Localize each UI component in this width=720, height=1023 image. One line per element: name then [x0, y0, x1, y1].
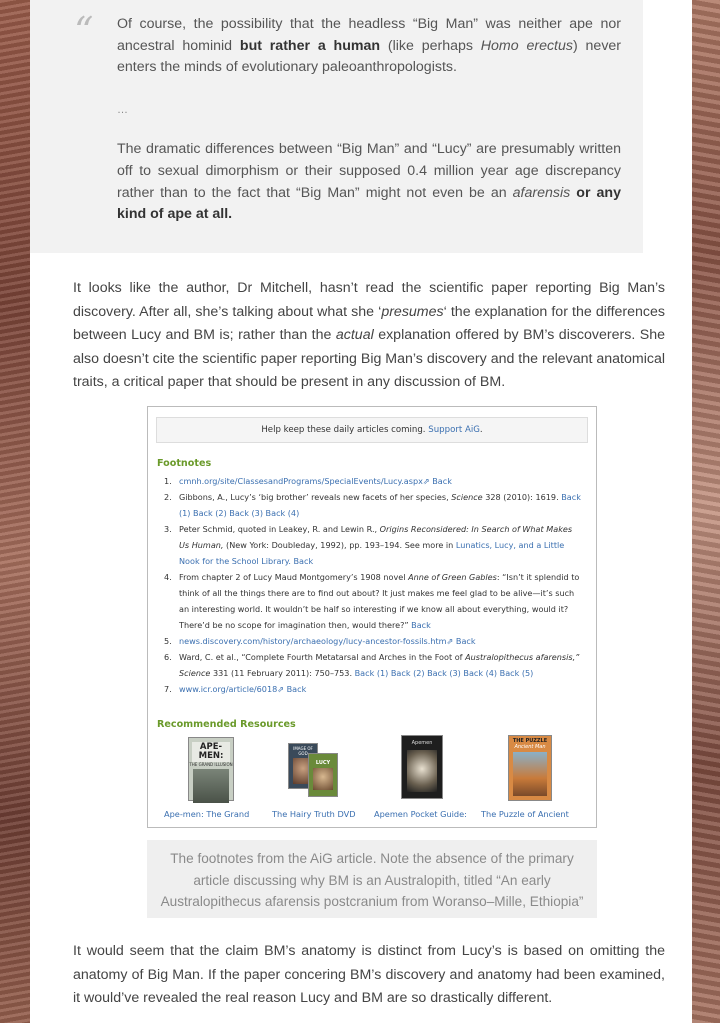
footnote-item [164, 569, 584, 633]
left-background-texture [0, 0, 30, 1023]
footnote-number: 3. [164, 524, 172, 534]
right-background-texture [692, 0, 720, 1023]
footnote-item [164, 681, 584, 697]
footnote-text: Gibbons, A., Lucy’s ‘big brother’ reveals new facets of her species, [179, 492, 452, 502]
book-cover-ape-men[interactable]: APE-MEN: THE GRAND ILLUSION [188, 737, 234, 801]
footnote-text: Peter Schmid, quoted in Leakey, R. and Lewin R., [179, 524, 380, 534]
footnote-link[interactable]: Back [411, 620, 431, 630]
footnote-text: Ward, C. et al., “Complete Fourth Metatarsal and Arches in the Foot of [179, 652, 466, 662]
quote-ellipsis: … [117, 103, 128, 116]
footnote-text: : “Isn’t it splendid to think of all the things there are to find out about? It just makes me feel glad to be alive—it’s such an interesting world. It wouldn’t be half so interesting if we know all about everything, would it? There’d be no scope for imagination then, would there?” [179, 572, 580, 630]
footnotes-screenshot [147, 406, 597, 828]
footnote-text: From chapter 2 of Lucy Maud Montgomery’s 1908 novel [179, 572, 409, 582]
footnote-number: 7. [164, 684, 172, 694]
footnote-text: Anne of Green Gables [408, 572, 497, 582]
footnote-item [164, 521, 584, 569]
dvd-cover-lucy[interactable]: LUCY [308, 753, 338, 797]
quote-paragraph-1: Of course, the possibility that the headless “Big Man” was neither ape nor ancestral hominid but rather a human (like perhaps Homo erectus) never enters the minds of evolutionary paleoanthropologists. [117, 16, 622, 76]
body-paragraph-2: It would seem that the claim BM’s anatomy is distinct from Lucy’s is based on omitting the anatomy of Big Man. If the paper concering BM’s discovery and anatomy had been examined, it would’ve revealed the real reason Lucy and BM are so drastically different. [73, 943, 665, 1007]
recommended-resources-heading: Recommended Resources [157, 719, 296, 730]
footnote-text: 331 (11 February 2011): 750–753. [210, 668, 355, 678]
book-cover-apemen-pocket-guide[interactable]: Apemen [401, 735, 443, 799]
footnote-number: 1. [164, 476, 172, 486]
article-content [30, 0, 692, 1023]
footnote-number: 5. [164, 636, 172, 646]
book-link-apemen-pocket-guide[interactable]: Apemen Pocket Guide: [374, 809, 467, 819]
quote-paragraph-2: The dramatic differences between “Big Man” and “Lucy” are presumably written off to sexual dimorphism or their supposed 0.4 million year age discrepancy rather than to the fact that “Big Man” might not even be an afarensis or any kind of ape at all. [117, 141, 621, 223]
footnote-item [164, 489, 584, 521]
body-paragraph-1: It looks like the author, Dr Mitchell, hasn’t read the scientific paper reporting Big Man’s discovery. After all, she’s talking about what she ‘presumes‘ the explanation for the differences between Lucy and BM is; rather than the actual explanation offered by BM’s discoverers. She also doesn’t cite the scientific paper reporting Big Man’s discovery and the relevant anatomical traits, a critical paper that should be present in any discussion of BM. [73, 280, 665, 391]
dvd-cover-image-of-god[interactable]: IMAGE OF GOD [288, 743, 318, 789]
support-banner: Help keep these daily articles coming. Support AiG. [156, 417, 588, 443]
footnote-item [164, 473, 584, 489]
figure-caption: The footnotes from the AiG article. Note the absence of the primary article discussing why BM is an Australopith, titled “An early Australopithecus afarensis postcranium from Woranso–Mille, Ethiopia” [147, 840, 597, 918]
footnote-number: 4. [164, 572, 172, 582]
footnote-link[interactable]: www.icr.org/article/6018⇗ Back [179, 684, 307, 694]
book-link-puzzle-ancient[interactable]: The Puzzle of Ancient [481, 809, 569, 819]
support-link[interactable]: Support AiG [428, 425, 480, 435]
footnote-text: Science [451, 492, 483, 502]
footnote-link[interactable]: news.discovery.com/history/archaeology/lucy-ancestor-fossils.htm⇗ Back [179, 636, 476, 646]
footnote-item [164, 649, 584, 681]
footnote-text: 328 (2010): 1619. [482, 492, 562, 502]
footnote-text: Australopithecus afarensis,” Science [179, 652, 580, 678]
book-link-ape-men[interactable]: Ape-men: The Grand [164, 809, 250, 819]
footnote-text: (New York: Doubleday, 1992), pp. 193–194. See more in [223, 540, 456, 550]
footnote-text: Origins Reconsidered: In Search of What Makes Us Human, [179, 524, 573, 550]
footnotes-heading: Footnotes [157, 458, 212, 469]
footnote-link[interactable]: Lunatics, Lucy, and a Little Nook for the School Library. Back [179, 540, 565, 566]
footnote-item [164, 633, 584, 649]
quote-mark-icon: “ [74, 9, 94, 53]
footnote-link[interactable]: Back (1) Back (2) Back (3) Back (4) Back (5) [354, 668, 534, 678]
blockquote [30, 0, 643, 253]
footnote-number: 6. [164, 652, 172, 662]
footnote-number: 2. [164, 492, 172, 502]
book-cover-puzzle-of-ancient-man[interactable]: THE PUZZLE Ancient Man [508, 735, 552, 801]
footnote-link[interactable]: Back (1) Back (2) Back (3) Back (4) [179, 492, 581, 518]
book-link-hairy-truth[interactable]: The Hairy Truth DVD [272, 809, 356, 819]
footnotes-list [164, 473, 584, 697]
footnote-link[interactable]: cmnh.org/site/ClassesandPrograms/SpecialEvents/Lucy.aspx⇗ Back [179, 476, 452, 486]
